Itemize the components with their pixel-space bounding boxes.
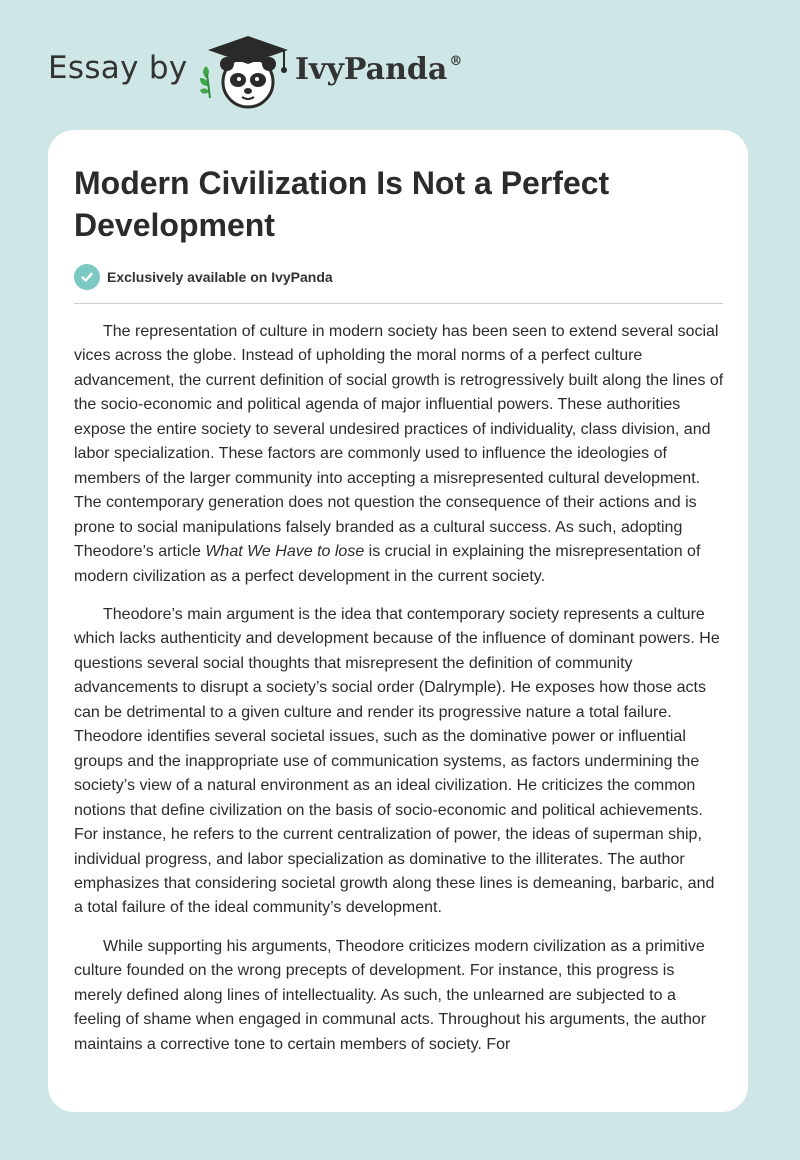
panda-graduate-icon[interactable] bbox=[198, 34, 292, 110]
brand-name[interactable] bbox=[295, 52, 462, 87]
paragraph-2: Theodore’s main argument is the idea that contemporary society represents a culture which lacks authenticity and development because of the influence of dominant powers. He questions several social thoughts that misrepresent the definition of community advancements to disrupt a society’s social order (Dalrymple). He exposes how those acts can be detrimental to a given culture and render its progressive nature a total failure. Theodore identifies several societal issues, such as the dominative power or influential groups and the inappropriate use of communication systems, as factors undermining the society’s view of a natural environment as an ideal civilization. He criticizes the common notions that define civilization on the basis of socio-economic and political achievements. For instance, he refers to the current centralization of power, the ideas of superman ship, individual progress, and labor specialization as dominative to the illiterates. The author emphasizes that considering societal growth along these lines is demeaning, barbaric, and a total failure of the ideal community’s development. bbox=[74, 605, 720, 917]
page-title: Modern Civilization Is Not a Perfect Development bbox=[74, 165, 610, 243]
badge-label: Exclusively available on IvyPanda bbox=[107, 269, 333, 285]
essay-body bbox=[74, 320, 724, 1071]
paragraph-3: While supporting his arguments, Theodore criticizes modern civilization as a primitive culture founded on the wrong precepts of development. For instance, this progress is merely defined along lines of intellectuality. As such, the unlearned are subjected to a feeling of shame when engaged in communal acts. Throughout his arguments, the author maintains a corrective tone to certain members of society. For bbox=[74, 937, 707, 1053]
registered-mark: ® bbox=[449, 54, 463, 69]
site-header bbox=[0, 0, 800, 130]
exclusive-badge bbox=[74, 264, 333, 290]
paragraph-1-text-a: The representation of culture in modern society has been seen to extend several social vices across the globe. Instead of upholding the moral norms of a perfect culture advancement, the current definition of social growth is retrogressively built along the lines of the socio-economic and political agenda of major influential powers. These authorities expose the entire society to several undesired practices of individuality, class division, and labor specialization. These factors are commonly used to influence the ideologies of members of the larger community into accepting a misrepresented cultural development. The contemporary generation does not question the consequence of their actions and is prone to social manipulations falsely branded as a cultural success. As such, adopting Theodore’s article bbox=[74, 323, 724, 561]
paragraph-1-text-b: is crucial in explaining the misrepresentation of modern civilization as a perfect development in the current society. bbox=[74, 543, 701, 585]
paragraph-1 bbox=[74, 320, 724, 589]
check-icon bbox=[74, 264, 100, 290]
divider bbox=[74, 303, 723, 304]
brand-label: IvyPanda bbox=[295, 52, 448, 87]
essay-by-label: Essay by bbox=[48, 50, 188, 86]
article-title-reference: What We Have to lose bbox=[205, 543, 365, 561]
essay-card bbox=[48, 130, 748, 1112]
